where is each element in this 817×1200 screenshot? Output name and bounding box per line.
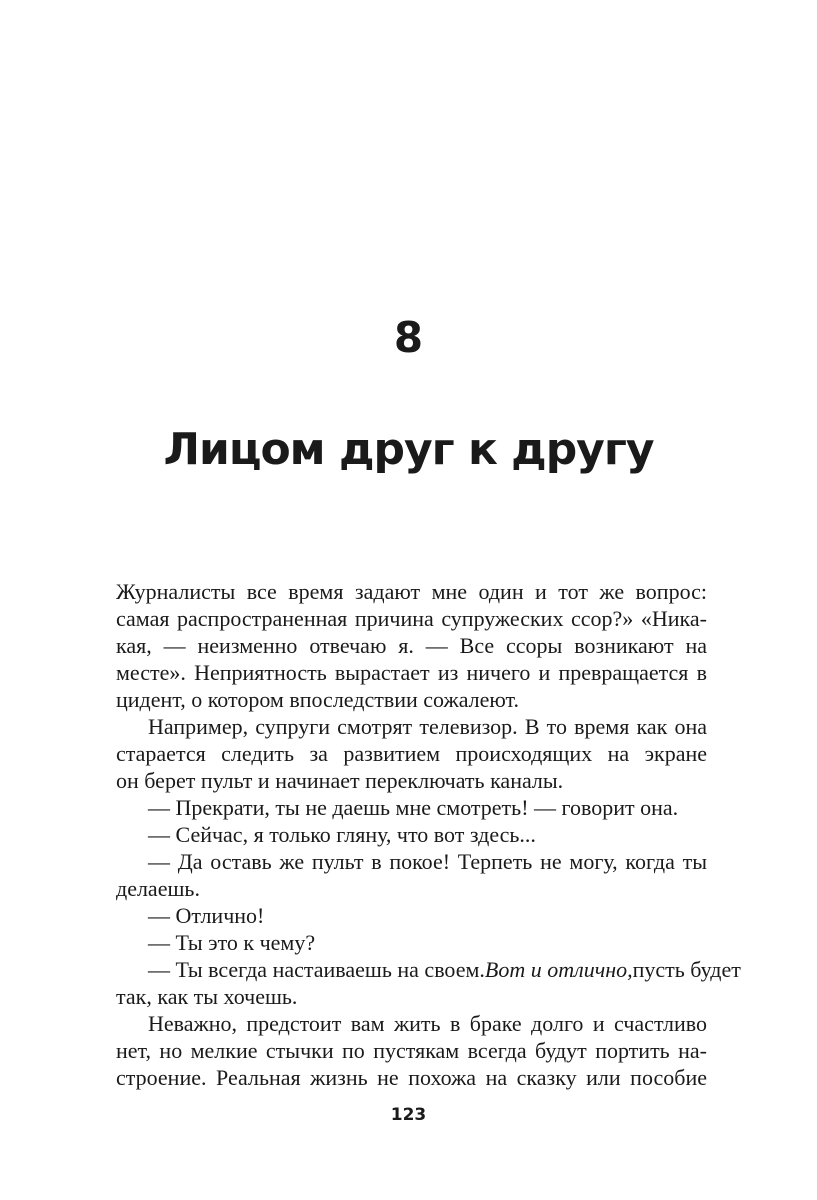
text-line: месте». Неприятность вырастает из ничего и превращается в <box>116 660 707 685</box>
italic-segment: Вот и отлично, <box>484 957 633 982</box>
text-line: делаешь. <box>116 876 200 901</box>
text-segment: пусть будет <box>632 957 741 982</box>
text-line: — Ты это к чему? <box>148 930 316 955</box>
text-line: так, как ты хочешь. <box>116 984 298 1009</box>
text-line: цидент, о котором впоследствии сожалеют. <box>116 687 520 712</box>
text-line: Неважно, предстоит вам жить в браке долго и счастливо <box>148 1011 707 1036</box>
page-number: 123 <box>390 1105 427 1125</box>
text-line: старается следить за развитием происходящих на экране <box>116 741 707 766</box>
text-line: — Сейчас, я только гляну, что вот здесь... <box>148 822 536 847</box>
text-line: кая, — неизменно отвечаю я. — Все ссоры возникают на <box>116 633 707 658</box>
text-line: Журналисты все время задают мне один и тот же вопрос: <box>116 579 707 604</box>
text-line: — Отлично! <box>148 903 265 928</box>
text-line: — Да оставь же пульт в покое! Терпеть не могу, когда ты <box>148 849 707 874</box>
body-text <box>116 578 741 1091</box>
text-line: он берет пульт и начинает переключать каналы. <box>116 768 564 793</box>
text-line <box>116 956 741 983</box>
text-segment: — Ты всегда настаиваешь на своем. <box>148 957 485 982</box>
text-line: самая распространенная причина супружеских ссор?» «Ника- <box>116 606 707 631</box>
text-line: Например, супруги смотрят телевизор. В то время как она <box>148 714 707 739</box>
chapter-number: 8 <box>393 313 424 362</box>
text-line: — Прекрати, ты не даешь мне смотреть! — говорит она. <box>148 795 679 820</box>
text-line: нет, но мелкие стычки по пустякам всегда будут портить на- <box>116 1038 707 1063</box>
chapter-title: Лицом друг к другу <box>163 424 654 475</box>
text-line: строение. Реальная жизнь не похожа на сказку или пособие <box>116 1065 707 1090</box>
